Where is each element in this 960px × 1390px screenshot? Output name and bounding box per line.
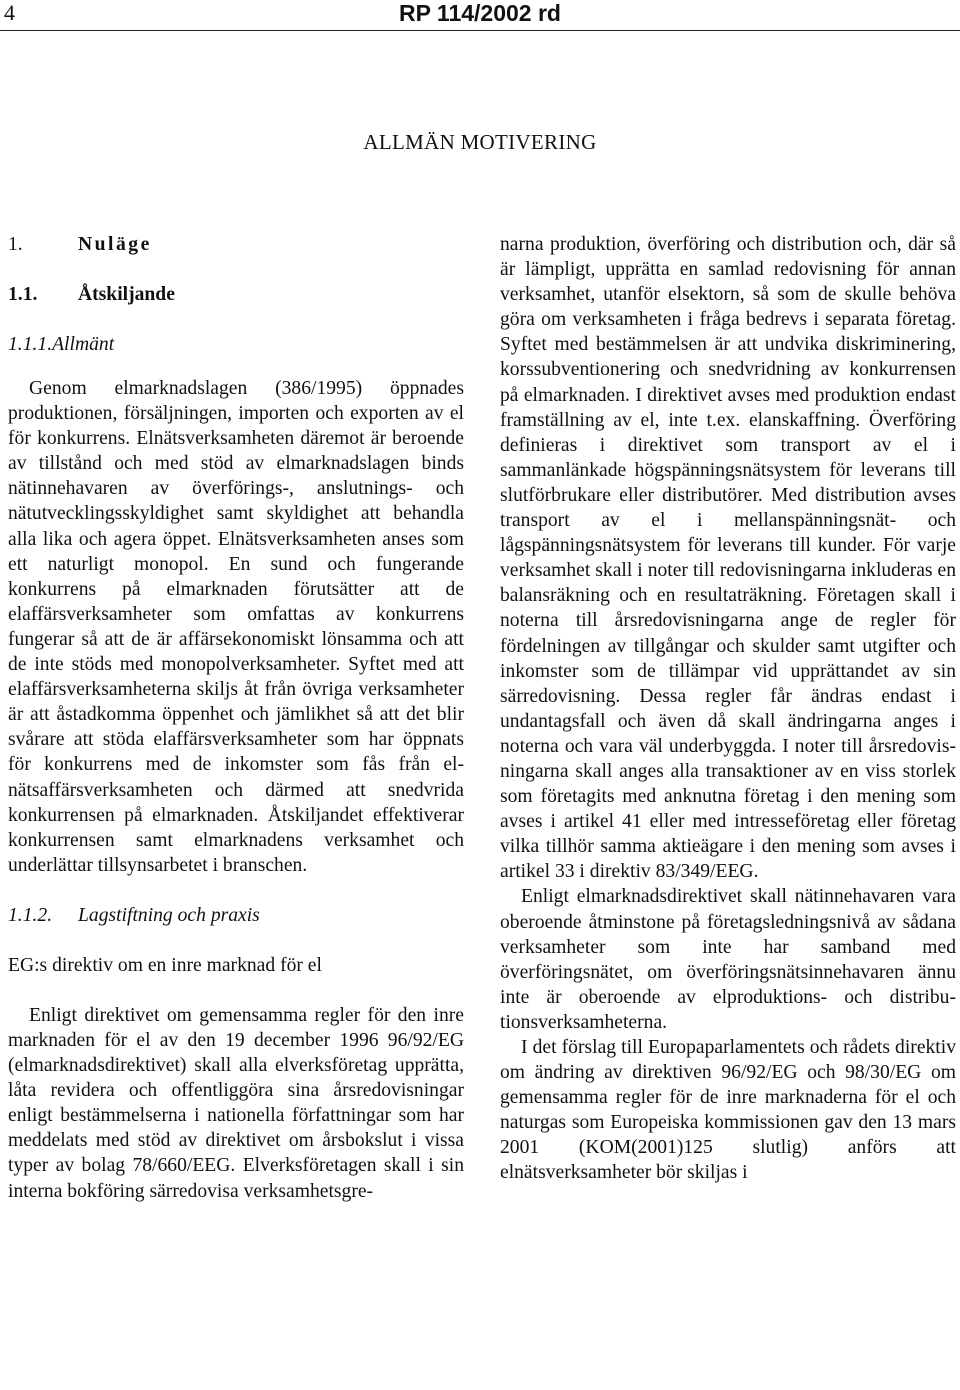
section-number: 1.1.1. xyxy=(8,334,53,355)
main-heading: ALLMÄN MOTIVERING xyxy=(363,130,597,154)
section-title: Allmänt xyxy=(52,334,115,355)
body-paragraph: I det förslag till Europaparlamentets och rådets direktiv om ändring av direktiven 96/92/EG och 98/30/EG om gemensamma regler för de inre marknaderna för el och naturgas som Europeiska kommissionen gav den 13 mars 2001 (KOM(2001)125 slutlig) anförs att elnätsverksamheter bör skiljas i xyxy=(500,1037,956,1184)
section-number: 1.1.2. xyxy=(8,904,53,926)
document-reference: RP 114/2002 rd xyxy=(399,0,561,26)
section-title: Åtskiljande xyxy=(78,284,175,305)
section-number: 1.1. xyxy=(8,284,38,305)
section-title: Nuläge xyxy=(78,234,152,255)
section-heading-1-1-1 xyxy=(8,332,464,376)
page-number: 4 xyxy=(4,0,15,25)
page-header xyxy=(0,0,960,31)
right-column xyxy=(500,232,956,1186)
body-paragraph: Genom elmarknadslagen (386/1995) öppnades produktionen, försäljningen, importen och exporten av el för konkurrens. Elnätsverksamheten däremot är beroende av tillstånd och med stöd av elmarknadslagen binds nätinnehavaren av överförings-, anslutnings- och nätutvecklingsskyldighet samt skyldighet att behandla alla lika och agera öppet. Elnätsverksamheten anses som ett naturligt monopol. En sund och fungerande konkurrens på elmarknaden förutsätter att de elaffärsverksamheter som omfattas av konkurrens fungerar så att de är affärsekonomiskt lönsamma och att de inte stöds med monopolverksamheter. Syftet med att elaffärsverksamheterna skiljs åt från övriga verksamheter är att åstadkomma öppenhet och jämlikhet så att det blir svårare att stöda elaffärsverksamheter som har öppnats för konkurrens med de inkomster som fås från elnätsaffärsverksamheten och därmed att snedvrida konkurrensen på elmarknaden. Åtskiljandet effektiverar konkurrensen samt elmarknadens verksamhet och underlättar tillsynsarbetet i branschen. xyxy=(8,378,464,876)
body-paragraph: Enligt elmarknadsdirektivet skall nätinnehavaren vara oberoende åtminstone på företagsledningsnivå av sådana verksamheter som inte har samband med överföringsnätet, om överföringsnätsinnehavaren ännu inte är oberoende av elproduktions- och distributionsverksamheterna. xyxy=(500,886,956,1033)
section-heading-1 xyxy=(8,232,464,282)
section-title: Lagstiftning och praxis xyxy=(78,904,260,926)
section-heading-1-1-2 xyxy=(8,903,464,953)
body-paragraph: narna produktion, överföring och distribution och, där så är lämpligt, upprätta en samlad redovisning för annan verksamhet, utanför elsektorn, så som de skulle behöva göra om verksamheten i fråga bedrevs i separata företag. Syftet med bestämmelsen är att undvika diskriminering, korssubventionering och snedvridning av konkurrensen på elmarknaden. I direktivet avses med produktion endast framställning av el, inte t.ex. elanskaffning. Överföring definieras i direktivet som transport av el i sammanlänkade högspänningsnätsystem för leverans till slutförbrukare eller distributörer. Med distribution avses transport av el i mellanspänningsnät- och lågspänningsnätsystem för leverans till kunder. För varje verksamhet skall i noter till redovisningarna inkluderas en balansräkning och en resultaträkning. Företagen skall i noterna till årsredovisningarna ange de regler för fördelningen av tillgångar och skulder samt utgifter och inkomster som de tillämpar vid upprättandet av sin särredovisning. Dessa regler får ändras endast i undantagsfall och även då skall ändringarna anges i noterna och vara väl underbyggda. I noter till årsredovisningarna skall anges alla transaktioner av en viss storlek som företagits med anknutna företag i den mening som avses i artikel 41 eller med intresseföretag eller företag vilka tillhör samma aktieägare i den mening som avses i artikel 33 i direktiv 83/349/EEG. xyxy=(500,234,956,883)
left-column xyxy=(8,232,464,1204)
section-number: 1. xyxy=(8,234,23,255)
body-paragraph: Enligt direktivet om gemensamma regler för den inre marknaden för el av den 19 december 1996 96/92/EG (elmarknadsdirektivet) skall alla elverksföretag upprätta, låta revidera och offentliggöra sina årsredovisningar enligt bestämmelserna i nationella författningar som har meddelats med stöd av direktivet om årsbokslut i vissa typer av bolag 78/660/EEG. Elverksföretagen skall i sin interna bokföring särredovisa verksamhetsgre- xyxy=(8,1004,464,1202)
subheading: EG:s direktiv om en inre marknad för el xyxy=(8,954,322,976)
section-heading-1-1 xyxy=(8,282,464,332)
